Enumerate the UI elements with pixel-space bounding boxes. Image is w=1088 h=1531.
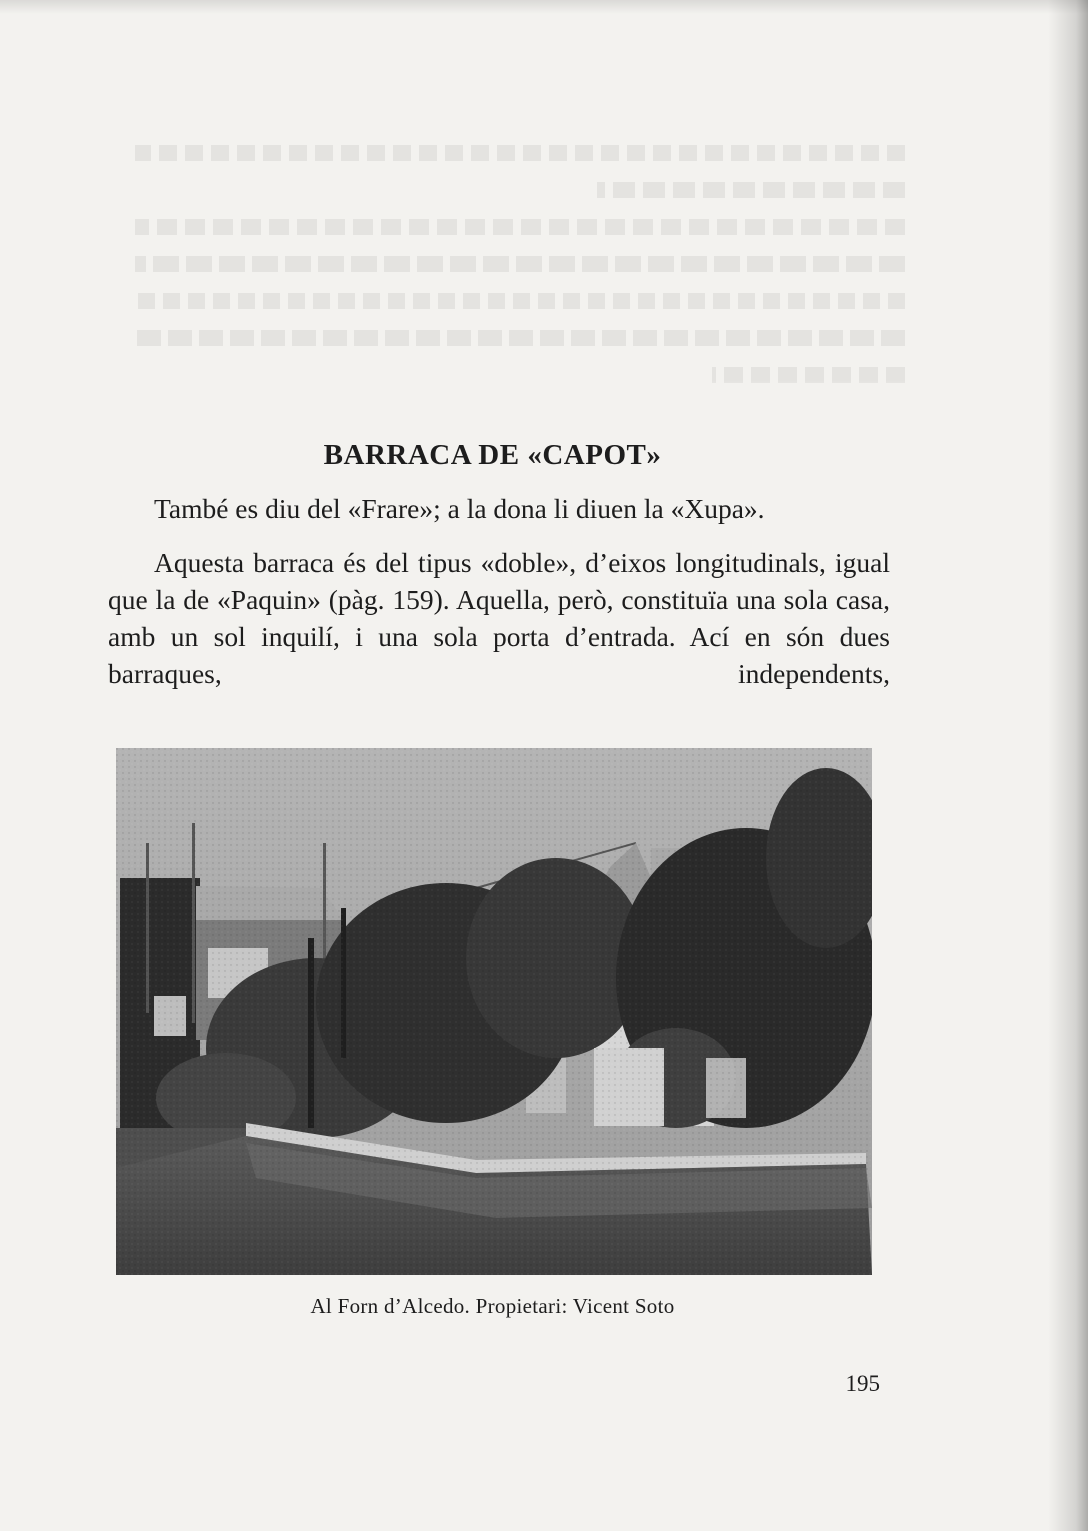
page-shadow-top [0,0,1088,14]
bleed-through-text [135,135,905,404]
page-number: 195 [845,1371,880,1396]
barraca-photograph [116,748,872,1275]
photo-caption: Al Forn d’Alcedo. Propietari: Vicent Soto [310,1294,675,1318]
section-heading: BARRACA DE «CAPOT» [323,439,662,472]
body-text [108,490,890,709]
page-shadow-right [1048,0,1088,1531]
paragraph-1: També es diu del «Frare»; a la dona li diuen la «Xupa». [154,493,765,524]
paragraph-2: Aquesta barraca és del tipus «doble», d’eixos longitudinals, igual que la de «Paquin» (pàg. 159). Aquella, però, constituïa una sola casa, amb un sol inquilí, i una sola porta d’entrada. Ací en són dues barraques, independents, [108,547,890,689]
